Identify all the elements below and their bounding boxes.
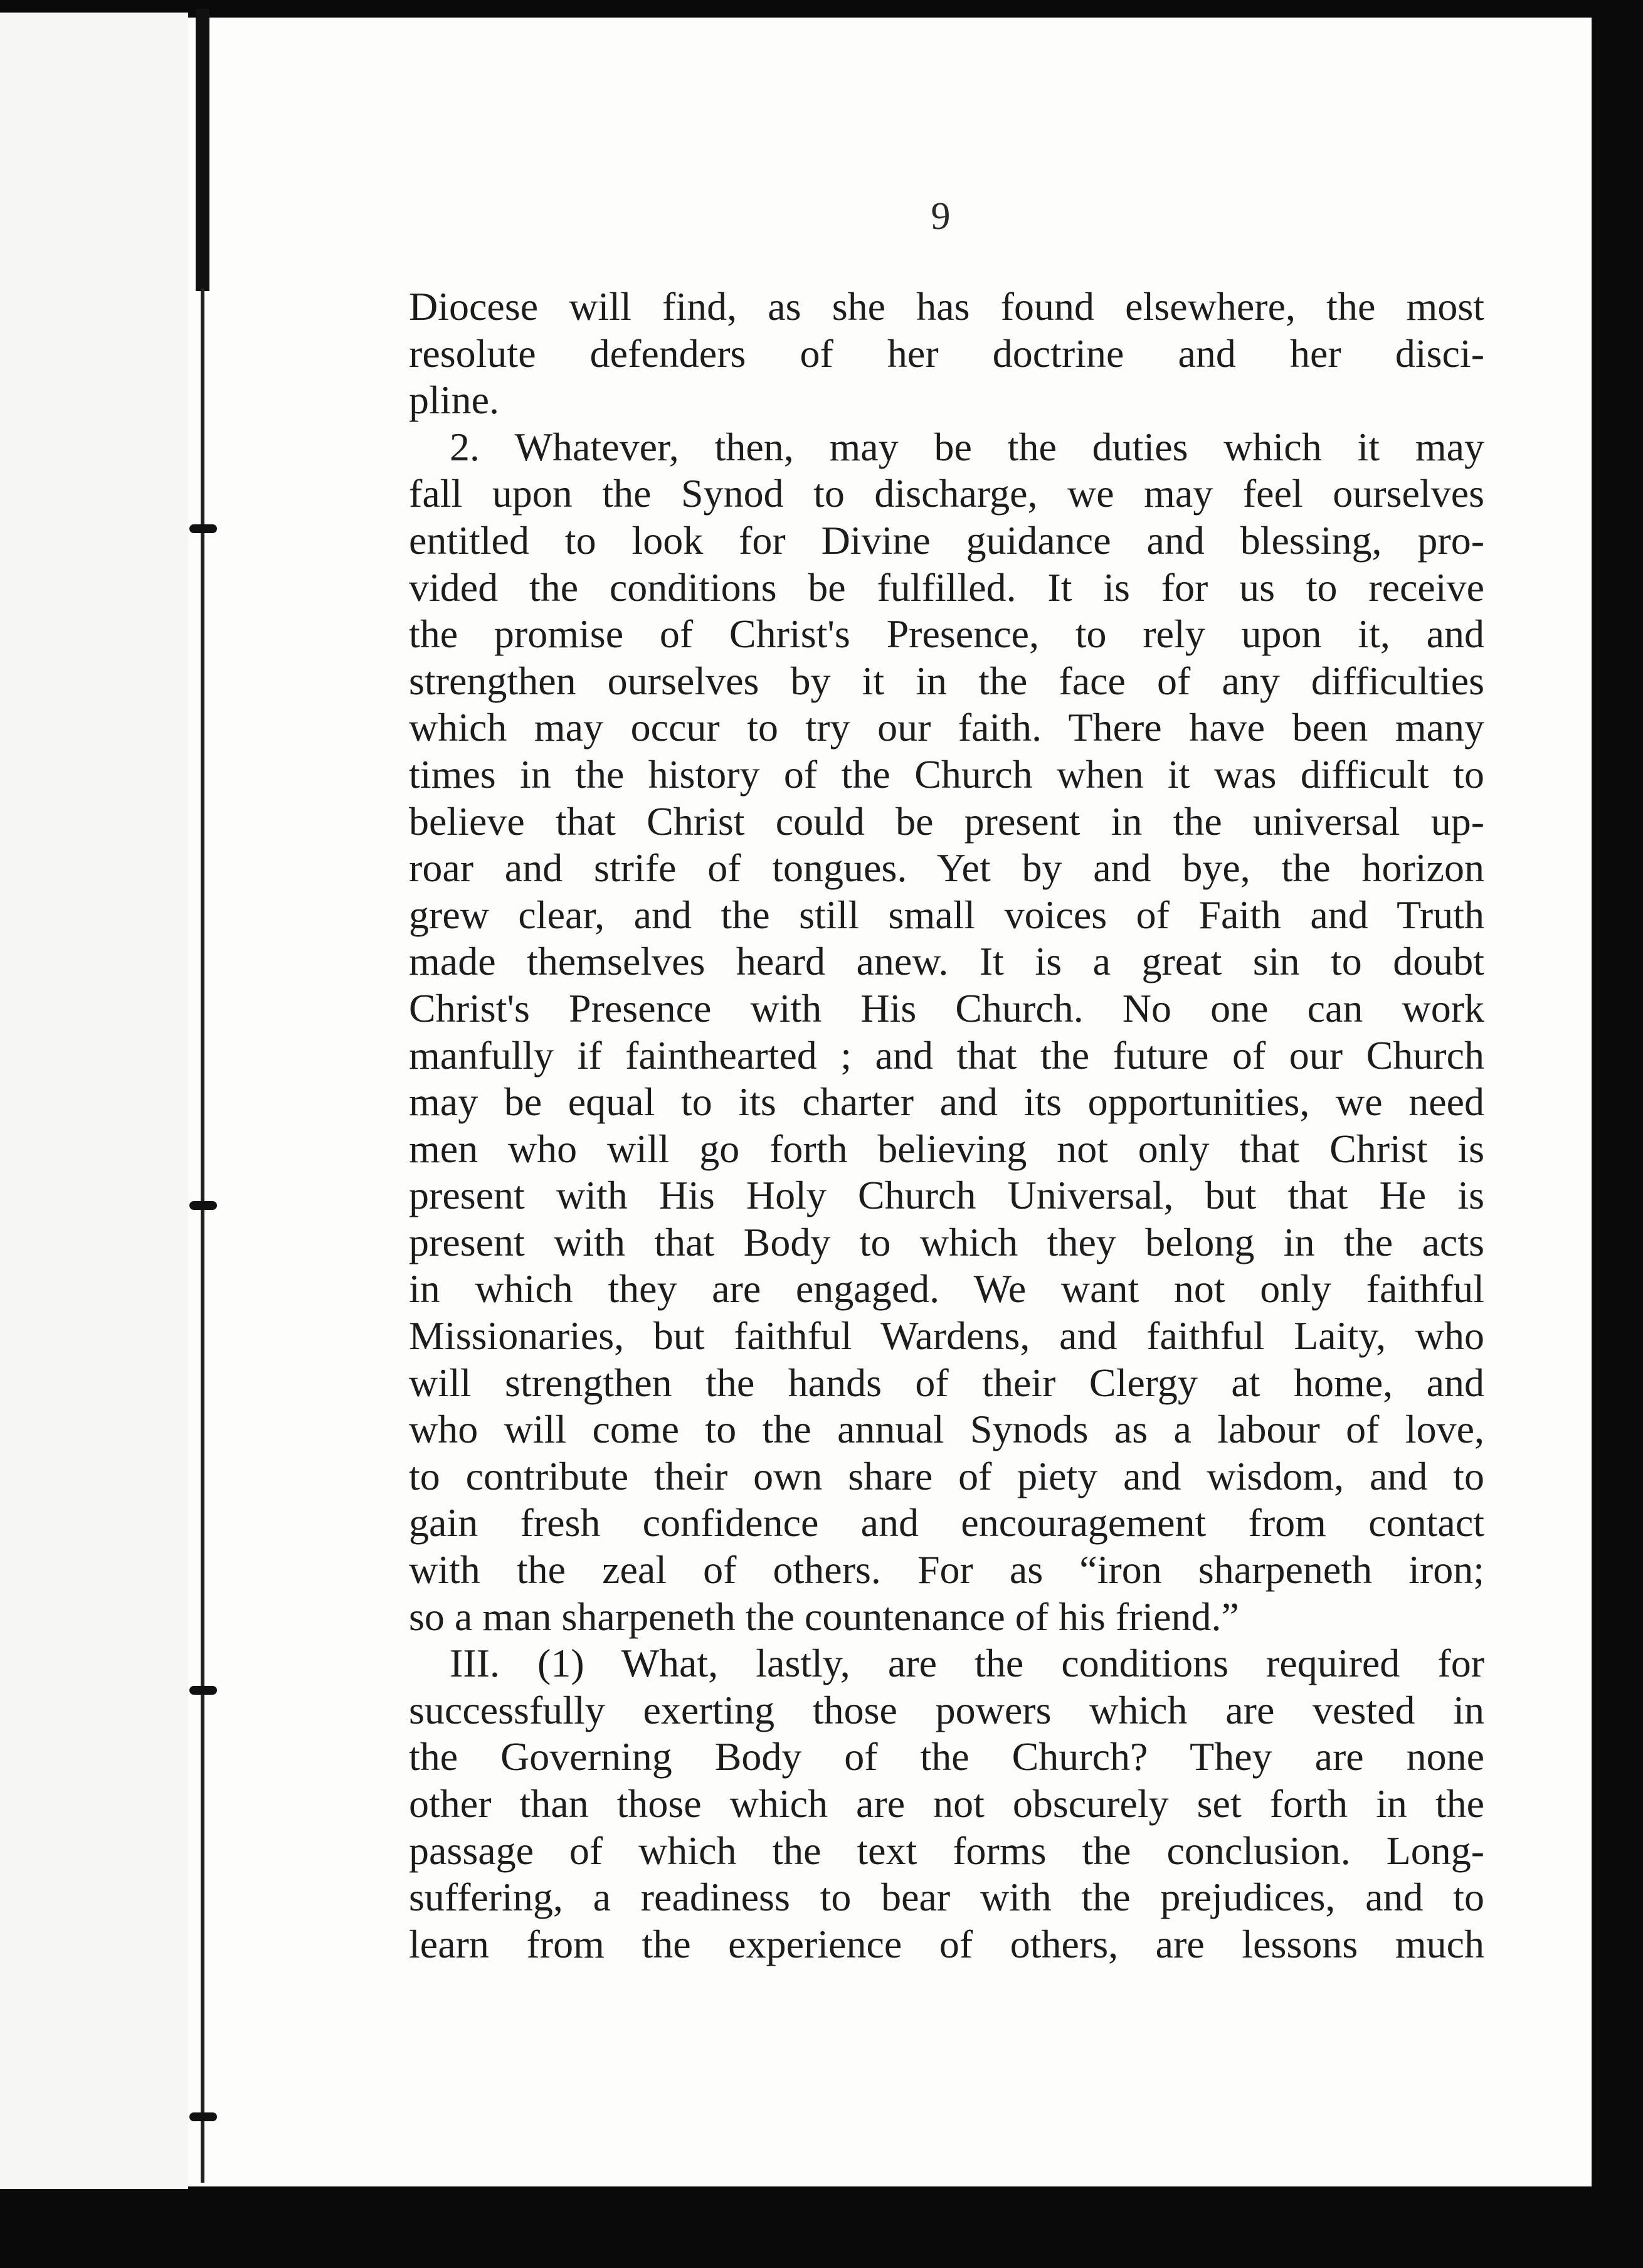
text-line: which may occur to try our faith. There have been many bbox=[409, 705, 1484, 750]
text-line: to contribute their own share of piety and wisdom, and to bbox=[409, 1453, 1484, 1498]
text-line: Missionaries, but faithful Wardens, and faithful Laity, who bbox=[409, 1313, 1484, 1359]
scan-margin bbox=[0, 13, 188, 2189]
text-line: roar and strife of tongues. Yet by and bye, the horizon bbox=[409, 845, 1484, 891]
text-line: gain fresh confidence and encouragement from contact bbox=[409, 1500, 1484, 1545]
text-line: the promise of Christ's Presence, to rely upon it, and bbox=[409, 612, 1484, 657]
text-line: III. (1) What, lastly, are the conditions required for bbox=[450, 1641, 1484, 1686]
body-text bbox=[409, 284, 1484, 1968]
text-line: passage of which the text forms the conclusion. Long- bbox=[409, 1828, 1484, 1873]
binding-stitch bbox=[189, 1686, 217, 1695]
text-line: who will come to the annual Synods as a labour of love, bbox=[409, 1407, 1484, 1452]
text-line: in which they are engaged. We want not only faithful bbox=[409, 1266, 1484, 1312]
text-line: grew clear, and the still small voices of Faith and Truth bbox=[409, 892, 1484, 937]
text-line: other than those which are not obscurely set forth in the bbox=[409, 1781, 1484, 1826]
page-number: 9 bbox=[931, 195, 951, 238]
text-line: the Governing Body of the Church? They are none bbox=[409, 1734, 1484, 1779]
text-line: pline. bbox=[409, 378, 499, 423]
text-line: so a man sharpeneth the countenance of his friend.” bbox=[409, 1594, 1239, 1639]
text-line: manfully if fainthearted ; and that the future of our Church bbox=[409, 1032, 1484, 1078]
text-line: with the zeal of others. For as “iron sharpeneth iron; bbox=[409, 1547, 1484, 1592]
text-line: present with His Holy Church Universal, but that He is bbox=[409, 1173, 1484, 1218]
text-line: vided the conditions be fulfilled. It is for us to receive bbox=[409, 564, 1484, 610]
text-line: fall upon the Synod to discharge, we may feel ourselves bbox=[409, 471, 1484, 516]
binding-stitch bbox=[189, 524, 217, 533]
text-line: Diocese will find, as she has found elsewhere, the most bbox=[409, 284, 1484, 329]
text-line: strengthen ourselves by it in the face of any difficulties bbox=[409, 658, 1484, 703]
binding-stitch bbox=[189, 1201, 217, 1210]
text-line: successfully exerting those powers which are vested in bbox=[409, 1687, 1484, 1732]
text-line: believe that Christ could be present in the universal up- bbox=[409, 798, 1484, 844]
text-line: resolute defenders of her doctrine and her disci- bbox=[409, 331, 1484, 376]
text-line: times in the history of the Church when it was difficult to bbox=[409, 751, 1484, 797]
text-line: made themselves heard anew. It is a great sin to doubt bbox=[409, 939, 1484, 984]
text-line: Christ's Presence with His Church. No one can work bbox=[409, 985, 1484, 1031]
text-line: will strengthen the hands of their Clergy at home, and bbox=[409, 1360, 1484, 1405]
text-line: suffering, a readiness to bear with the prejudices, and to bbox=[409, 1875, 1484, 1920]
text-line: men who will go forth believing not only that Christ is bbox=[409, 1126, 1484, 1171]
binding-edge bbox=[196, 9, 209, 291]
text-line: may be equal to its charter and its opportunities, we need bbox=[409, 1079, 1484, 1125]
text-line: entitled to look for Divine guidance and blessing, pro- bbox=[409, 517, 1484, 563]
text-line: present with that Body to which they belong in the acts bbox=[409, 1219, 1484, 1264]
binding-line bbox=[201, 289, 204, 2183]
text-line: learn from the experience of others, are lessons much bbox=[409, 1921, 1484, 1966]
text-line: 2. Whatever, then, may be the duties which it may bbox=[450, 424, 1484, 469]
binding-stitch bbox=[189, 2112, 217, 2121]
